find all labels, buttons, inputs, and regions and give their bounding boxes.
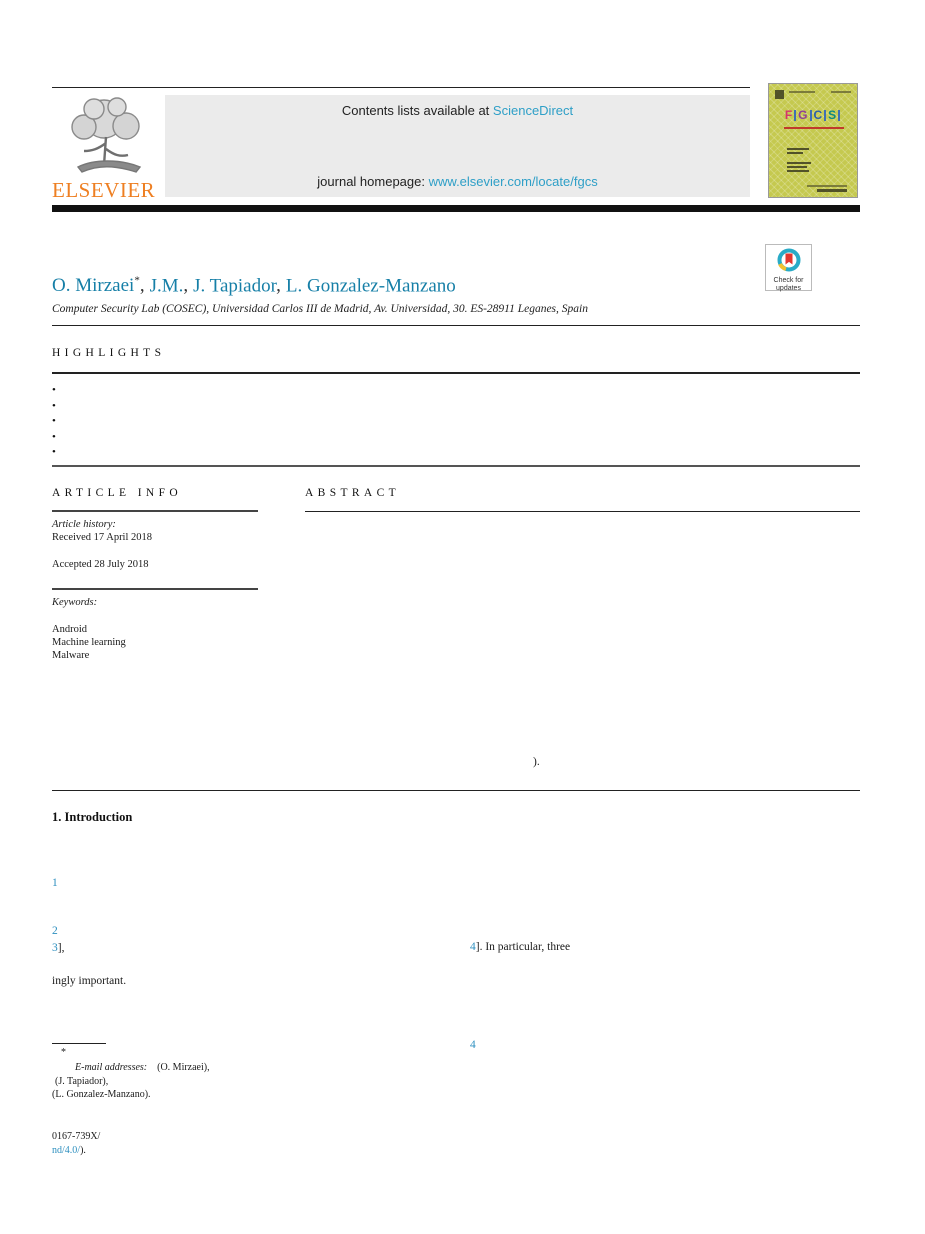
author-separator: , (183, 275, 189, 297)
bullet-icon: • (52, 430, 56, 443)
highlight-item (52, 430, 56, 446)
article-history-label: Article history: (52, 519, 116, 530)
email-owner-1: (O. Mirzaei), (157, 1062, 210, 1073)
citation-ref-4b[interactable]: 4 (470, 1039, 476, 1051)
accepted-date: Accepted 28 July 2018 (52, 559, 149, 570)
cover-subtitle-line (784, 127, 844, 129)
author-separator: , (276, 275, 281, 297)
license-tail: ). (80, 1145, 86, 1156)
keyword: Machine learning (52, 637, 126, 648)
author-name[interactable]: J.M. (149, 275, 184, 297)
section-heading-introduction: 1. Introduction (52, 810, 133, 824)
check-updates-icon (766, 248, 811, 277)
citation-ref-2[interactable]: 2 (52, 925, 58, 937)
highlight-item (52, 445, 56, 461)
article-info-heading: ARTICLE INFO (52, 487, 183, 499)
homepage-line (165, 174, 750, 189)
cover-fine-print (807, 185, 847, 187)
abstract-heading: ABSTRACT (305, 487, 401, 499)
license-line (52, 1145, 86, 1156)
homepage-url-link[interactable]: www.elsevier.com/locate/fgcs (428, 174, 598, 189)
highlight-item (52, 414, 56, 430)
highlight-item (52, 399, 56, 415)
divider (305, 511, 860, 512)
footnote-email-line2: (J. Tapiador), (55, 1076, 109, 1087)
body-line-ref3 (52, 942, 64, 954)
author-name[interactable]: J. Tapiador (193, 275, 277, 297)
cover-mini-logo (775, 90, 784, 99)
journal-cover[interactable] (768, 83, 858, 198)
divider (52, 325, 860, 326)
bullet-icon: • (52, 384, 56, 396)
footnote-rule (52, 1043, 106, 1044)
cover-fine-print (787, 152, 803, 154)
author-name[interactable]: L. Gonzalez-Manzano (285, 275, 456, 297)
elsevier-wordmark: ELSEVIER (52, 178, 156, 202)
check-for-updates-badge[interactable] (765, 244, 812, 291)
body-text-fragment: ]. In particular, three (475, 941, 571, 953)
footnote-email-line3: (L. Gonzalez-Manzano). (52, 1089, 151, 1100)
bullet-icon: • (52, 415, 56, 427)
cover-letter: C (813, 108, 823, 122)
masthead-box (165, 95, 750, 197)
corresponding-author-asterisk: * (134, 275, 140, 287)
cover-title-letters (769, 108, 857, 122)
body-text-fragment: ingly important. (52, 975, 127, 987)
divider (52, 510, 258, 512)
contents-prefix: Contents lists available at (341, 103, 490, 118)
header-top-rule (52, 87, 750, 88)
contents-line (165, 103, 750, 118)
cover-letter: G (798, 108, 808, 122)
highlight-item (52, 383, 56, 399)
cover-fine-print (787, 166, 807, 168)
bullet-icon: • (52, 399, 56, 412)
keyword: Malware (52, 650, 90, 661)
footnote-email-line1 (75, 1062, 210, 1073)
citation-ref-1[interactable]: 1 (52, 877, 58, 889)
issn-line: 0167-739X/ (52, 1131, 101, 1142)
body-text-fragment: ], (57, 942, 65, 954)
bullet-icon: • (52, 446, 56, 458)
check-badge-label-line2: updates (776, 285, 801, 292)
cover-fine-print (787, 148, 809, 150)
author-name[interactable]: O. Mirzaei* (52, 275, 140, 297)
cover-letter: F (784, 108, 793, 122)
divider (52, 588, 258, 590)
citation-ref-3[interactable]: 3 (52, 942, 58, 954)
highlights-heading: HIGHLIGHTS (52, 347, 166, 359)
body-line-ref4 (470, 941, 570, 953)
citation-ref-4[interactable]: 4 (470, 941, 476, 953)
license-link[interactable]: nd/4.0/ (52, 1145, 81, 1156)
author-line (52, 275, 456, 297)
keyword: Android (52, 624, 87, 635)
masthead-thick-bar (52, 205, 860, 212)
abstract-fragment: ). (533, 756, 540, 768)
sciencedirect-link[interactable]: ScienceDirect (492, 103, 574, 118)
cover-letter: S (828, 108, 837, 122)
received-date: Received 17 April 2018 (52, 532, 153, 543)
author-separator: , (139, 275, 145, 297)
homepage-prefix: journal homepage: (317, 174, 425, 189)
cover-fine-print (831, 91, 851, 93)
divider (52, 790, 860, 791)
cover-fine-print (787, 170, 809, 172)
elsevier-tree-logo-icon (54, 93, 162, 177)
cover-fine-print (789, 91, 815, 93)
keywords-label: Keywords: (52, 597, 98, 608)
email-addresses-label: E-mail addresses: (75, 1062, 148, 1073)
affiliation: Computer Security Lab (COSEC), Universidad Carlos III de Madrid, Av. Universidad, 30. ES-28911 Leganes, Spain (52, 303, 588, 315)
check-badge-label-line1: Check for (773, 277, 804, 284)
highlights-list (52, 383, 56, 461)
divider (52, 372, 860, 374)
divider (52, 465, 860, 467)
cover-brand-print (817, 189, 847, 192)
footnote-star: * (61, 1047, 66, 1058)
cover-fine-print (787, 162, 811, 164)
